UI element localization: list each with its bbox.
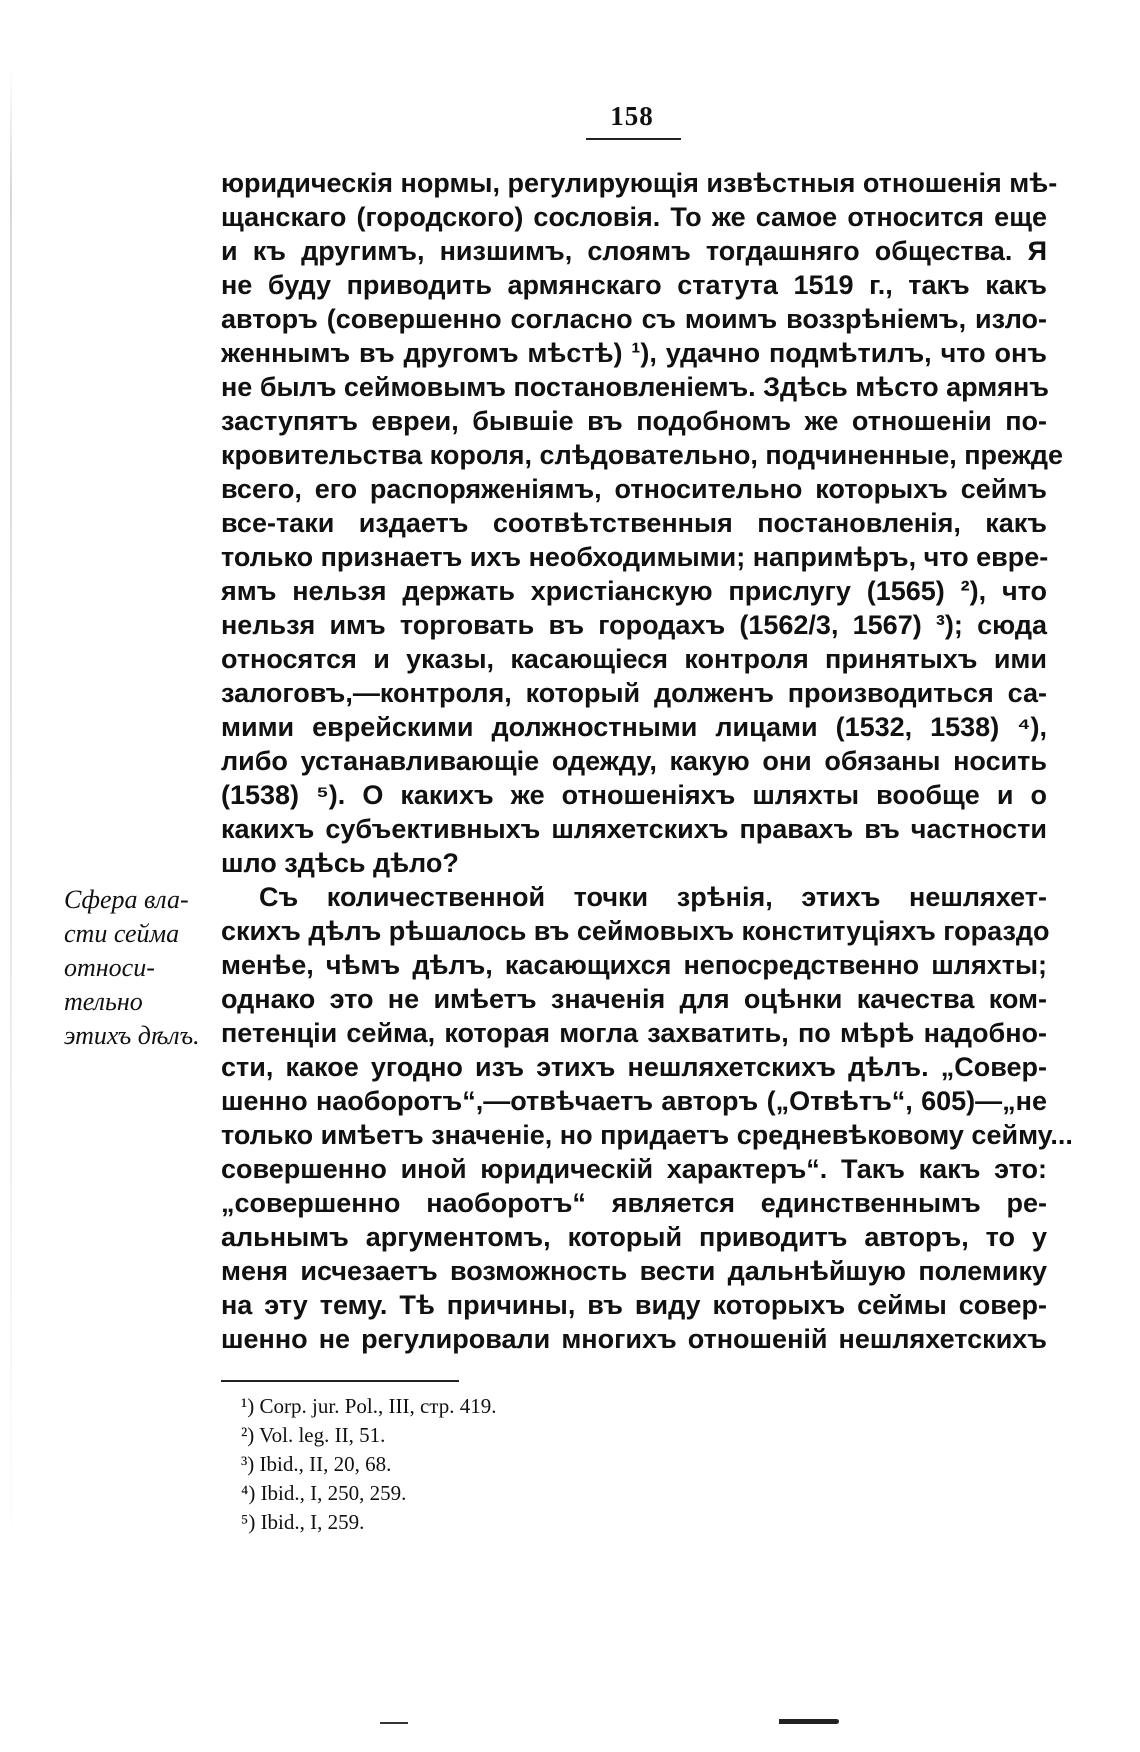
body-line: петенціи сейма, которая могла захватить, по мѣрѣ надобно- <box>221 1018 1047 1048</box>
scan-edge-shadow <box>10 70 12 1570</box>
body-line: меня исчезаетъ возможность вести дальнѣйшую полемику <box>221 1256 1047 1286</box>
margin-note-line: сти сейма <box>64 919 180 948</box>
margin-note-line: Сфера вла- <box>64 885 189 914</box>
footnote-item: ⁵) Ibid., I, 259. <box>241 1510 365 1534</box>
body-text <box>221 166 1073 1356</box>
bottom-print-mark <box>380 1722 408 1724</box>
bottom-print-mark <box>779 1719 839 1724</box>
body-line: заступятъ евреи, бывшіе въ подобномъ же отношеніи по- <box>221 406 1047 436</box>
body-line: мими еврейскими должностными лицами (1532, 1538) ⁴), <box>221 712 1047 742</box>
body-line: все-таки издаетъ соотвѣтственныя постановленія, какъ <box>221 508 1047 538</box>
body-line: только признаетъ ихъ необходимыми; напримѣръ, что евре- <box>221 542 1049 572</box>
body-line: шенно не регулировали многихъ отношеній нешляхетскихъ <box>221 1324 1047 1354</box>
margin-note <box>64 883 216 1053</box>
body-line: менѣе, чѣмъ дѣлъ, касающихся непосредственно шляхты; <box>221 950 1047 980</box>
body-line: относятся и указы, касающіеся контроля принятыхъ ими <box>221 644 1047 674</box>
body-line: ямъ нельзя держать христіанскую прислугу (1565) ²), что <box>221 576 1047 606</box>
margin-note-line: этихъ дѣлъ. <box>64 1021 200 1050</box>
body-line: шло здѣсь дѣло? <box>221 848 459 878</box>
page-number: 158 <box>610 101 654 131</box>
body-line: юридическія нормы, регулирующія извѣстныя отношенія мѣ- <box>221 168 1058 198</box>
footnote-item: ⁴) Ibid., I, 250, 259. <box>241 1481 407 1505</box>
body-line: Съ количественной точки зрѣнія, этихъ нешляхет- <box>259 882 1047 912</box>
body-line: не буду приводить армянскаго статута 1519 г., такъ какъ <box>221 270 1047 300</box>
body-line: какихъ субъективныхъ шляхетскихъ правахъ въ частности <box>221 814 1047 844</box>
body-line: всего, его распоряженіямъ, относительно которыхъ сеймъ <box>221 474 1047 504</box>
body-line: нельзя имъ торговать въ городахъ (1562/3, 1567) ³); сюда <box>221 610 1047 640</box>
body-line: однако это не имѣетъ значенія для оцѣнки качества ком- <box>221 984 1047 1014</box>
body-line: женнымъ въ другомъ мѣстѣ) ¹), удачно подмѣтилъ, что онъ <box>221 338 1047 368</box>
page-number-rule <box>586 138 681 140</box>
body-line: авторъ (совершенно согласно съ моимъ воззрѣніемъ, изло- <box>221 304 1047 334</box>
footnote-item: ³) Ibid., II, 20, 68. <box>241 1452 392 1476</box>
body-line: щанскаго (городского) сословія. То же самое относится еще <box>221 202 1047 232</box>
body-line: на эту тему. Тѣ причины, въ виду которыхъ сеймы совер- <box>221 1290 1047 1320</box>
body-line: (1538) ⁵). О какихъ же отношеніяхъ шляхты вообще и о <box>221 780 1047 810</box>
body-line: залоговъ,—контроля, который долженъ производиться са- <box>221 678 1047 708</box>
body-line: только имѣетъ значеніе, но придаетъ средневѣковому сейму... <box>221 1120 1073 1150</box>
body-line: шенно наоборотъ“,—отвѣчаетъ авторъ („Отвѣтъ“, 605)—„не <box>221 1086 1047 1116</box>
body-line: либо устанавливающіе одежду, какую они обязаны носить <box>221 746 1047 776</box>
body-line: кровительства короля, слѣдовательно, подчиненные, прежде <box>221 440 1064 470</box>
margin-note-line: относи- <box>64 953 155 982</box>
footnote-separator <box>221 1380 459 1382</box>
body-line: и къ другимъ, низшимъ, слоямъ тогдашняго общества. Я <box>221 236 1047 266</box>
body-line: скихъ дѣлъ рѣшалось въ сеймовыхъ конституціяхъ гораздо <box>221 916 1050 946</box>
body-line: „совершенно наоборотъ“ является единственнымъ ре- <box>221 1188 1047 1218</box>
body-line: альнымъ аргументомъ, который приводитъ авторъ, то у <box>221 1222 1047 1252</box>
body-line: совершенно иной юридическій характеръ“. Такъ какъ это: <box>221 1154 1047 1184</box>
body-line: сти, какое угодно изъ этихъ нешляхетскихъ дѣлъ. „Совер- <box>221 1052 1047 1082</box>
footnote-item: ²) Vol. leg. II, 51. <box>241 1423 386 1447</box>
body-line: не былъ сеймовымъ постановленіемъ. Здѣсь мѣсто армянъ <box>221 372 1049 402</box>
footnotes <box>241 1392 661 1537</box>
margin-note-line: тельно <box>64 987 143 1016</box>
footnote-item: ¹) Corp. jur. Pol., III, стр. 419. <box>241 1394 497 1418</box>
